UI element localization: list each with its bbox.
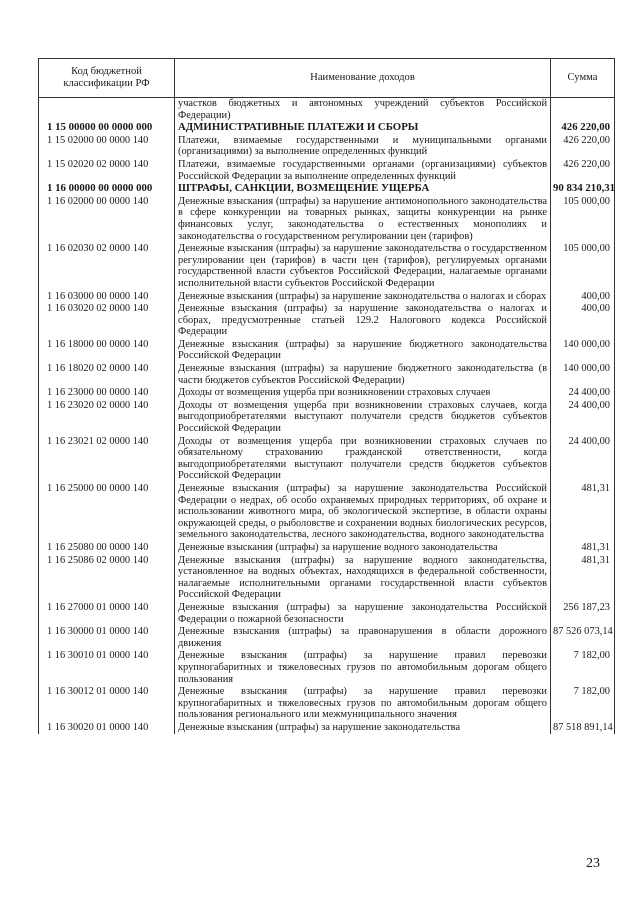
- row-sum-cell: 481,31: [551, 483, 615, 542]
- table-row: [39, 243, 615, 290]
- row-code-cell: [39, 98, 175, 123]
- row-code-cell: 1 16 23020 02 0000 140: [39, 400, 175, 436]
- row-sum-cell: 140 000,00: [551, 339, 615, 363]
- row-sum-cell: 105 000,00: [551, 243, 615, 290]
- table-row: [39, 122, 615, 135]
- table-row: [39, 303, 615, 339]
- table-row: [39, 183, 615, 196]
- row-sum-cell: 7 182,00: [551, 650, 615, 686]
- row-sum-cell: 24 400,00: [551, 387, 615, 400]
- table-row: [39, 400, 615, 436]
- column-header-name: Наименование доходов: [175, 59, 551, 98]
- row-name-cell: участков бюджетных и автономных учреждений субъектов Российской Федерации): [175, 98, 551, 123]
- row-sum-cell: 140 000,00: [551, 363, 615, 387]
- row-name-cell: Денежные взыскания (штрафы) за нарушение бюджетного законодательства (в части бюджетов субъектов Российской Федерации): [175, 363, 551, 387]
- table-row: [39, 363, 615, 387]
- row-code-cell: 1 16 25000 00 0000 140: [39, 483, 175, 542]
- row-sum-cell: 24 400,00: [551, 436, 615, 483]
- row-code-cell: 1 16 30020 01 0000 140: [39, 722, 175, 735]
- row-name-cell: Денежные взыскания (штрафы) за нарушение законодательства о налогах и сборах: [175, 291, 551, 304]
- row-name-cell: Денежные взыскания (штрафы) за правонарушения в области дорожного движения: [175, 626, 551, 650]
- row-code-cell: 1 16 03020 02 0000 140: [39, 303, 175, 339]
- table-row: [39, 196, 615, 243]
- row-name-cell: Платежи, взимаемые государственными и муниципальными органами (организациями) за выполнение определенных функций: [175, 135, 551, 159]
- row-code-cell: 1 16 30000 01 0000 140: [39, 626, 175, 650]
- table-row: [39, 98, 615, 123]
- row-name-cell: Денежные взыскания (штрафы) за нарушение законодательства о государственном регулировании цен (тарифов) в части цен (тарифов), регулируемых органами государственной власти субъектов Российской Федерации, налагаемые органами исполнительной власти субъектов Российской Федерации: [175, 243, 551, 290]
- page-number: 23: [586, 856, 600, 871]
- row-sum-cell: 481,31: [551, 542, 615, 555]
- row-name-cell: Денежные взыскания (штрафы) за нарушение правил перевозки крупногабаритных и тяжеловесных грузов по автомобильным дорогам общего пользования регионального или межмуниципального значения: [175, 686, 551, 722]
- row-name-cell: Денежные взыскания (штрафы) за нарушение законодательства Российской Федерации о недрах, об особо охраняемых природных территориях, об охране и использовании животного мира, об экологической экспертизе, в области охраны окружающей среды, о рыболовстве и сохранении водных биологических ресурсов, земельного законодательства, лесного законодательства, водного законодательства: [175, 483, 551, 542]
- row-code-cell: 1 16 27000 01 0000 140: [39, 602, 175, 626]
- table-row: [39, 483, 615, 542]
- table-row: [39, 135, 615, 159]
- row-sum-cell: 400,00: [551, 303, 615, 339]
- row-code-cell: 1 16 18000 00 0000 140: [39, 339, 175, 363]
- table-row: [39, 339, 615, 363]
- row-code-cell: 1 16 23000 00 0000 140: [39, 387, 175, 400]
- column-header-sum: Сумма: [551, 59, 615, 98]
- row-sum-cell: 87 526 073,14: [551, 626, 615, 650]
- row-code-cell: 1 16 18020 02 0000 140: [39, 363, 175, 387]
- row-sum-cell: 426 220,00: [551, 122, 615, 135]
- table-row: [39, 555, 615, 602]
- row-sum-cell: 24 400,00: [551, 400, 615, 436]
- budget-table-container: [38, 58, 614, 734]
- row-sum-cell: 105 000,00: [551, 196, 615, 243]
- row-code-cell: 1 16 30012 01 0000 140: [39, 686, 175, 722]
- row-name-cell: Денежные взыскания (штрафы) за нарушение правил перевозки крупногабаритных и тяжеловесных грузов по автомобильным дорогам общего пользования: [175, 650, 551, 686]
- row-sum-cell: 256 187,23: [551, 602, 615, 626]
- row-name-cell: Денежные взыскания (штрафы) за нарушение законодательства Российской Федерации о пожарной безопасности: [175, 602, 551, 626]
- row-code-cell: 1 16 02000 00 0000 140: [39, 196, 175, 243]
- row-name-cell: Денежные взыскания (штрафы) за нарушение антимонопольного законодательства в сфере конкуренции на товарных рынках, защиты конкуренции на рынке финансовых услуг, законодательства о естественных монополиях и законодательства о государственном регулировании цен (тарифов): [175, 196, 551, 243]
- table-row: [39, 542, 615, 555]
- row-sum-cell: 481,31: [551, 555, 615, 602]
- row-code-cell: 1 16 00000 00 0000 000: [39, 183, 175, 196]
- row-name-cell: АДМИНИСТРАТИВНЫЕ ПЛАТЕЖИ И СБОРЫ: [175, 122, 551, 135]
- row-name-cell: Денежные взыскания (штрафы) за нарушение бюджетного законодательства Российской Федерации: [175, 339, 551, 363]
- table-row: [39, 159, 615, 183]
- row-sum-cell: 426 220,00: [551, 159, 615, 183]
- row-code-cell: 1 16 23021 02 0000 140: [39, 436, 175, 483]
- table-row: [39, 436, 615, 483]
- column-header-code: Код бюджетной классификации РФ: [39, 59, 175, 98]
- row-code-cell: 1 16 25080 00 0000 140: [39, 542, 175, 555]
- row-code-cell: 1 15 02020 02 0000 140: [39, 159, 175, 183]
- table-row: [39, 650, 615, 686]
- table-row: [39, 686, 615, 722]
- row-sum-cell: [551, 98, 615, 123]
- budget-revenue-table: [38, 58, 615, 734]
- row-code-cell: 1 15 02000 00 0000 140: [39, 135, 175, 159]
- row-sum-cell: 90 834 210,31: [551, 183, 615, 196]
- row-name-cell: Денежные взыскания (штрафы) за нарушение водного законодательства, установленное на водных объектах, находящихся в федеральной собственности, налагаемые исполнительными органами государственной власти субъектов Российской Федерации: [175, 555, 551, 602]
- row-code-cell: 1 15 00000 00 0000 000: [39, 122, 175, 135]
- row-name-cell: Доходы от возмещения ущерба при возникновении страховых случаев: [175, 387, 551, 400]
- row-name-cell: Платежи, взимаемые государственными органами (организациями) субъектов Российской Федерации за выполнение определенных функций: [175, 159, 551, 183]
- row-name-cell: Доходы от возмещения ущерба при возникновении страховых случаев по обязательному страхованию гражданской ответственности, когда выгодоприобретателями выступают получатели средств бюджетов субъектов Российской Федерации: [175, 436, 551, 483]
- table-body: [39, 98, 615, 735]
- table-row: [39, 387, 615, 400]
- row-sum-cell: 7 182,00: [551, 686, 615, 722]
- row-sum-cell: 87 518 891,14: [551, 722, 615, 735]
- table-row: [39, 291, 615, 304]
- row-name-cell: Денежные взыскания (штрафы) за нарушение законодательства: [175, 722, 551, 735]
- table-row: [39, 722, 615, 735]
- row-sum-cell: 426 220,00: [551, 135, 615, 159]
- row-code-cell: 1 16 30010 01 0000 140: [39, 650, 175, 686]
- row-name-cell: ШТРАФЫ, САНКЦИИ, ВОЗМЕЩЕНИЕ УЩЕРБА: [175, 183, 551, 196]
- row-name-cell: Денежные взыскания (штрафы) за нарушение водного законодательства: [175, 542, 551, 555]
- row-name-cell: Доходы от возмещения ущерба при возникновении страховых случаев, когда выгодоприобретателями выступают получатели средств бюджетов субъектов Российской Федерации: [175, 400, 551, 436]
- table-row: [39, 626, 615, 650]
- row-code-cell: 1 16 02030 02 0000 140: [39, 243, 175, 290]
- row-name-cell: Денежные взыскания (штрафы) за нарушение законодательства о налогах и сборах, предусмотренные статьей 129.2 Налогового кодекса Российской Федерации: [175, 303, 551, 339]
- row-sum-cell: 400,00: [551, 291, 615, 304]
- row-code-cell: 1 16 25086 02 0000 140: [39, 555, 175, 602]
- row-code-cell: 1 16 03000 00 0000 140: [39, 291, 175, 304]
- table-row: [39, 602, 615, 626]
- table-header: [39, 59, 615, 98]
